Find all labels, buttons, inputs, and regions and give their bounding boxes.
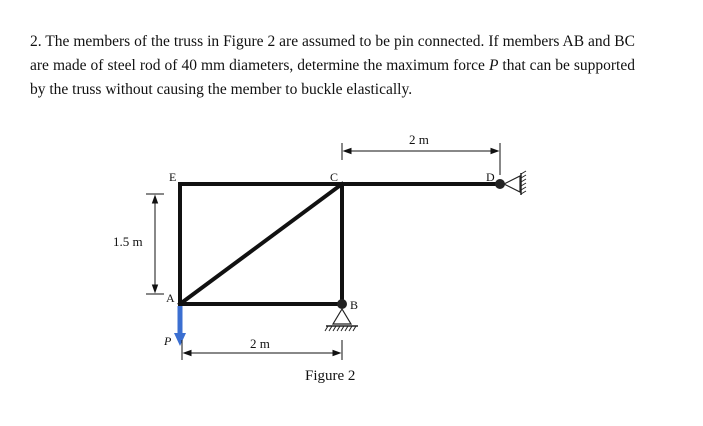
label-d: D xyxy=(486,170,495,184)
problem-variable-p: P xyxy=(488,57,499,74)
load-arrow-p xyxy=(174,306,186,346)
label-b: B xyxy=(350,298,359,312)
dim-top xyxy=(342,143,500,175)
problem-text-pre: The members of the truss in Figure 2 are assumed to be pin connected. If members AB and BC are made of steel rod of 40 mm diameters, determine the maximum force xyxy=(30,33,635,74)
label-p: P xyxy=(164,334,172,348)
dim-bottom-label: 2 m xyxy=(250,336,270,351)
dim-top-label: 2 m xyxy=(409,132,429,147)
problem-number: 2. xyxy=(30,33,42,50)
member-AC xyxy=(180,184,342,304)
truss-members xyxy=(180,184,500,304)
problem-text-post: that can be supported by the truss without causing the member to buckle elastically. xyxy=(30,57,635,98)
dim-left-label: 1.5 m xyxy=(113,234,143,249)
label-e: E xyxy=(169,170,177,184)
label-a: A xyxy=(166,291,175,305)
dim-left xyxy=(146,194,164,294)
figure-caption: Figure 2 xyxy=(305,368,356,384)
label-c: C xyxy=(330,170,339,184)
